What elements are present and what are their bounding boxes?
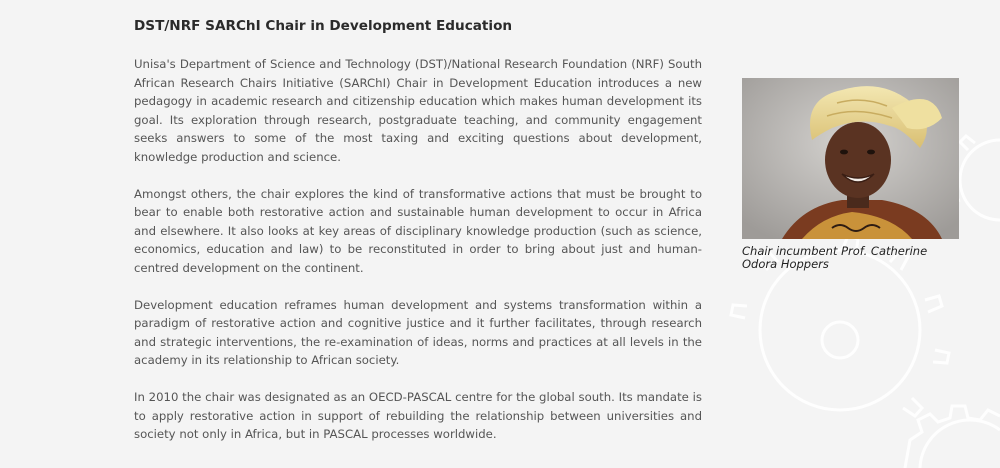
portrait-figure [742, 78, 960, 271]
article-paragraph: Development education reframes human development and systems transformation within a paradigm of restorative action and cognitive justice and it further facilitates, through research and strategic interventions, the re-examination of ideas, norms and practices at all levels in the academy in its relationship to African society. [134, 297, 702, 368]
article-paragraph: In 2010 the chair was designated as an OECD-PASCAL centre for the global south. Its mandate is to apply restorative action in support of rebuilding the relationship between universities and society not only in Africa, but in PASCAL processes worldwide. [134, 389, 702, 442]
article [134, 16, 702, 462]
portrait-photo [742, 78, 959, 239]
gear-decoration-bottom [905, 406, 1000, 468]
article-paragraph: Amongst others, the chair explores the kind of transformative actions that must be brought to bear to enable both restorative action and sustainable human development to occur in Africa and elsewhere. It also looks at key areas of disciplinary knowledge production (such as science, economics, education and law) to be reconstituted in order to bring about just and human-centred development on the continent. [134, 186, 702, 275]
article-title: DST/NRF SARChI Chair in Development Education [134, 18, 513, 34]
article-paragraph: Unisa's Department of Science and Technology (DST)/National Research Foundation (NRF) South African Research Chairs Initiative (SARChI) Chair in Development Education introduces a new pedagogy in academic research and citizenship education which makes human development its goal. Its exploration through research, postgraduate teaching, and community engagement seeks answers to some of the most taxing and exciting questions about development, knowledge production and science. [134, 57, 702, 164]
portrait-caption: Chair incumbent Prof. Catherine Odora Hoppers [742, 244, 928, 271]
